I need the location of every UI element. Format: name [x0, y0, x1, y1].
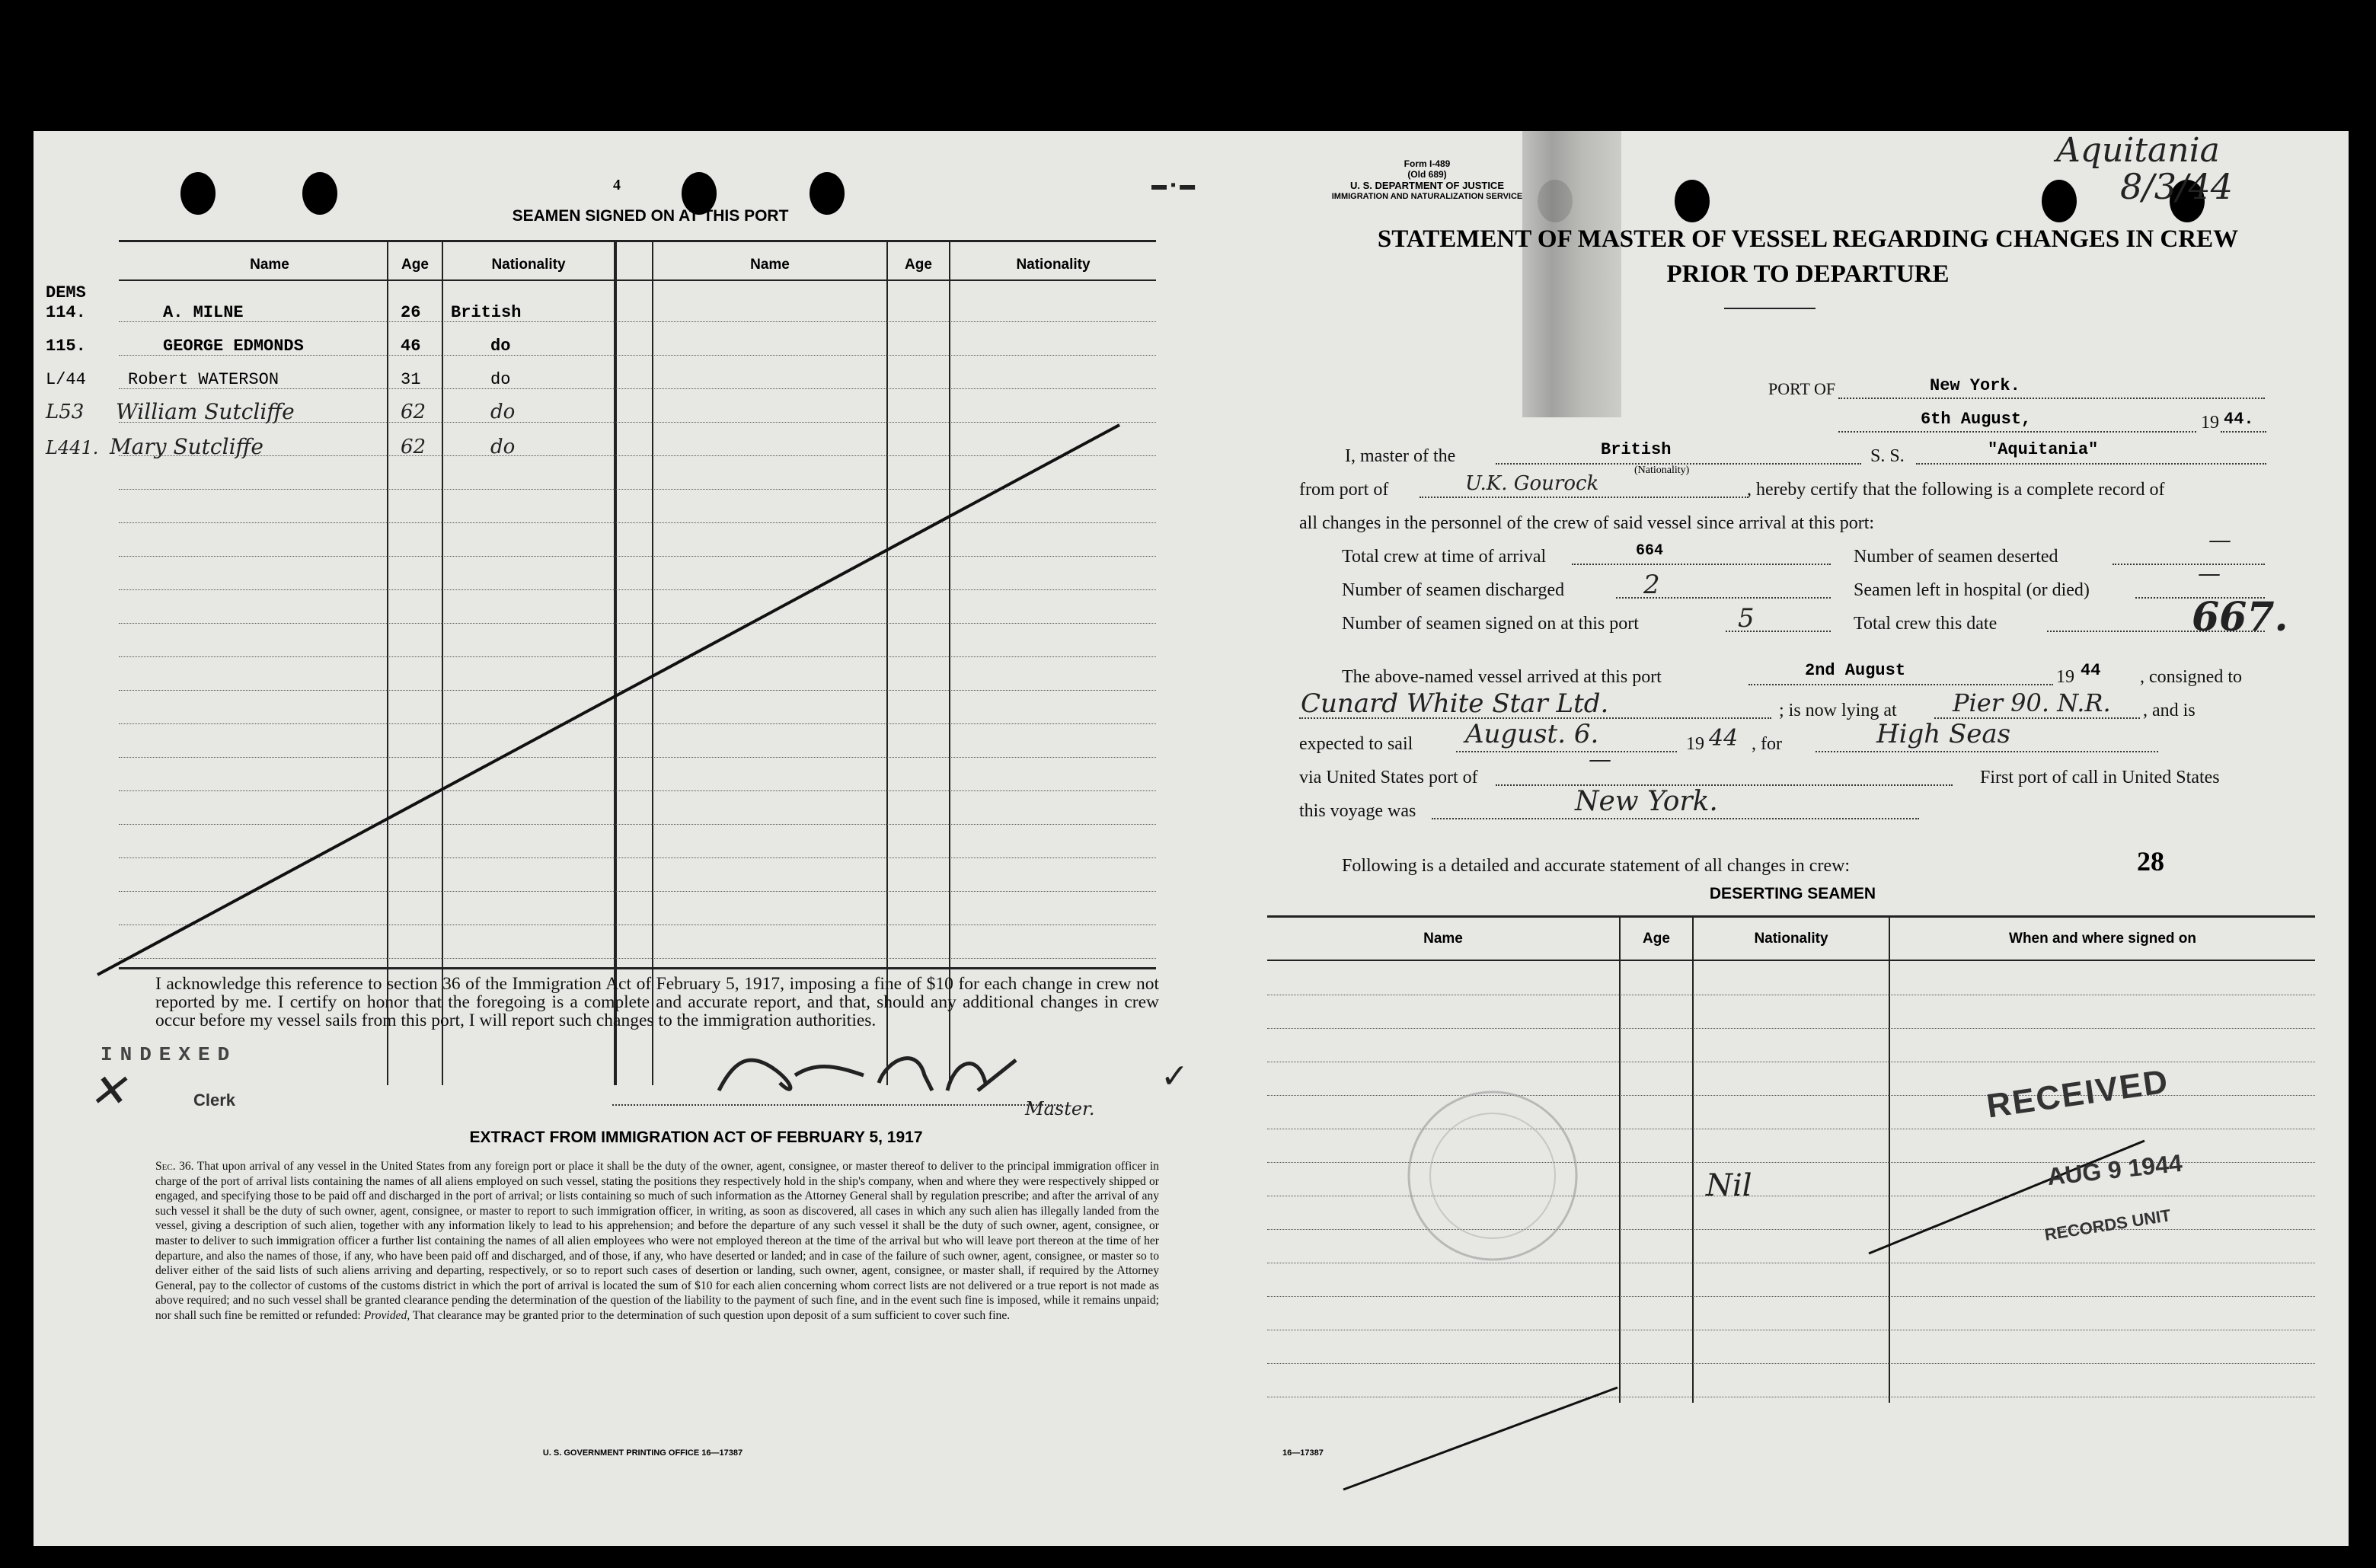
form-number: Form I-489	[1404, 158, 1451, 169]
master-signature	[688, 1045, 1024, 1113]
voyage-label: this voyage was	[1299, 801, 1416, 821]
via-label: via United States port of	[1299, 768, 1478, 787]
form-subtitle: PRIOR TO DEPARTURE	[1666, 260, 1950, 288]
prefix-label: DEMS	[46, 283, 86, 302]
column-header: Name	[250, 257, 289, 273]
column-header: Age	[401, 257, 429, 273]
nil-value: Nil	[1706, 1168, 1752, 1203]
row-nationality: do	[490, 337, 511, 356]
row-number: L/44	[46, 370, 86, 389]
records-unit-stamp: RECORDS UNIT	[2042, 1206, 2173, 1244]
row-number: 115.	[46, 337, 86, 356]
port-rule	[1838, 398, 2265, 399]
deserted-value: —	[2208, 527, 2231, 554]
check-mark: ✓	[1161, 1057, 1189, 1096]
port-label: PORT OF	[1768, 379, 1836, 398]
year-prefix: 19	[2201, 413, 2219, 433]
punch-hole	[1675, 180, 1710, 222]
form-title: STATEMENT OF MASTER OF VESSEL REGARDING CHANGES IN CREW	[1377, 225, 2239, 253]
deserted-rule	[2113, 564, 2265, 565]
left-printer-credit: U. S. GOVERNMENT PRINTING OFFICE 16—17387	[542, 1448, 743, 1458]
acknowledgement-text: I acknowledge this reference to section 36 of the Immigration Act of February 5, 1917, imposing a fine of $10 for each change in crew not reported by me. I certify on honor that the foregoing is a complete and accurate report, and that, should any additional changes in crew occur before my vessel sails from this port, I will report such changes to the immigration authorities.	[155, 974, 1159, 1030]
page-count: 28	[2137, 846, 2164, 877]
row-nationality: British	[451, 303, 522, 322]
row-name: A. MILNE	[163, 303, 244, 322]
certify-text: , hereby certify that the following is a complete record of	[1747, 480, 2165, 500]
row-age: 46	[401, 337, 421, 356]
deserting-top-rule	[1267, 915, 2315, 918]
page-number: 4	[613, 177, 621, 193]
lying-value: Pier 90. N.R.	[1953, 688, 2111, 717]
hospital-label: Seamen left in hospital (or died)	[1854, 580, 2090, 600]
from-port-label: from port of	[1299, 480, 1389, 500]
service: IMMIGRATION AND NATURALIZATION SERVICE	[1331, 192, 1523, 201]
clerk-label: Clerk	[193, 1091, 236, 1110]
discharged-value: 2	[1643, 570, 1660, 600]
section-36-text	[155, 1159, 1159, 1324]
total-crew-arrival-rule	[1572, 564, 1831, 565]
ship-rule	[1916, 463, 2266, 465]
port-value: New York.	[1930, 376, 2020, 395]
total-crew-arrival-value: 664	[1636, 542, 1664, 560]
faint-circular-stamp	[1394, 1077, 1607, 1267]
section-tail: That clearance may be granted prior to the determination of such question upon deposit of a sum sufficient to cover such fine.	[412, 1308, 1011, 1322]
left-page-title: SEAMEN SIGNED ON AT THIS PORT	[512, 207, 789, 225]
cancel-line	[34, 131, 1191, 1121]
from-port-rule	[1420, 497, 1748, 498]
row-number: 114.	[46, 303, 86, 322]
expected-value: August. 6.	[1465, 719, 1599, 749]
signed-on-value: 5	[1738, 603, 1755, 634]
extract-title: EXTRACT FROM IMMIGRATION ACT OF FEBRUARY 5, 1917	[469, 1129, 923, 1146]
deserting-column-header: Age	[1643, 931, 1670, 947]
row-age: 62	[401, 436, 426, 458]
changes-text: all changes in the personnel of the crew of said vessel since arrival at this port:	[1299, 513, 1875, 533]
voyage-rule	[1432, 818, 1919, 819]
arrived-year-prefix: 19	[2056, 667, 2074, 687]
date-rule	[1838, 431, 2196, 433]
row-number: L53	[46, 401, 85, 423]
column-header: Name	[750, 257, 790, 273]
ss-label: S. S.	[1870, 446, 1905, 466]
row-age: 26	[401, 303, 421, 322]
master-label: Master.	[1025, 1098, 1095, 1119]
row-nationality: do	[490, 401, 516, 423]
from-port-value: U.K. Gourock	[1465, 472, 1599, 495]
voyage-value: New York.	[1575, 786, 1718, 817]
nationality-caption: (Nationality)	[1634, 465, 1690, 476]
signed-on-label: Number of seamen signed on at this port	[1342, 614, 1639, 634]
clerk-initials: ✕	[88, 1065, 127, 1118]
row-name: GEORGE EDMONDS	[163, 337, 304, 356]
for-rule	[1816, 751, 2158, 752]
row-name: Mary Sutcliffe	[110, 434, 263, 459]
ornament: ▬ ▪ ▬	[1151, 177, 1196, 193]
and-is-label: , and is	[2143, 701, 2196, 720]
expected-rule	[1456, 751, 1677, 752]
title-underline	[1724, 308, 1816, 309]
arrived-value: 2nd August	[1805, 661, 1906, 680]
expected-year-value: 44	[1709, 725, 1739, 752]
total-crew-date-label: Total crew this date	[1854, 614, 1998, 634]
department: U. S. DEPARTMENT OF JUSTICE	[1350, 180, 1504, 191]
total-crew-arrival-label: Total crew at time of arrival	[1342, 547, 1547, 567]
consigned-label: , consigned to	[2140, 667, 2242, 687]
row-nationality: do	[490, 436, 516, 458]
row-name: Robert WATERSON	[128, 370, 279, 389]
year-value: 44.	[2224, 410, 2254, 429]
deserting-column-header: Nationality	[1754, 931, 1828, 947]
deserting-title: DESERTING SEAMEN	[1709, 885, 1876, 902]
deserting-column-header: When and where signed on	[2009, 931, 2196, 947]
following-text: Following is a detailed and accurate statement of all changes in crew:	[1342, 856, 1851, 876]
deserting-cancel-lines	[1252, 969, 2166, 1502]
handwritten-ship-name: Aquitania	[2056, 131, 2220, 170]
arrived-rule	[1748, 684, 2053, 685]
consignee-value: Cunard White Star Ltd.	[1301, 688, 1609, 719]
first-port-label: First port of call in United States	[1980, 768, 2220, 787]
hospital-value: —	[2198, 560, 2221, 587]
column-header: Nationality	[1016, 257, 1091, 273]
total-crew-date-value: 667.	[2192, 594, 2288, 640]
document-sheet	[34, 131, 2349, 1546]
expected-year-prefix: 19	[1686, 734, 1704, 754]
right-printer-credit: 16—17387	[1282, 1448, 1324, 1458]
discharged-label: Number of seamen discharged	[1342, 580, 1565, 600]
indexed-stamp: INDEXED	[101, 1043, 238, 1066]
deserting-header-rule	[1267, 960, 2315, 961]
for-label: , for	[1752, 734, 1782, 754]
column-header: Age	[905, 257, 932, 273]
lying-label: ; is now lying at	[1779, 701, 1897, 720]
row-nationality: do	[490, 370, 511, 389]
ship-value: "Aquitania"	[1988, 440, 2099, 459]
section-body: That upon arrival of any vessel in the United States from any foreign port or place it shall be the duty of the owner, agent, consignee, or master thereof to deliver to the principal immigration officer in charge of the port of arrival lists containing the names of all aliens employed on such vessel, stating the positions they respectively hold in the ship's company, when and where they were respectively shipped or engaged, and specifying those to be paid off and discharged in the port of arrival; or lists containing so much of such information as the Attorney General shall by regulation prescribe; and after the arrival of any such vessel it shall be the duty of such owner, agent, consignee, or master to report to such immigration officer, in writing, as soon as discovered, all cases in which any such alien has illegally landed from the vessel, giving a description of such alien, together with any information likely to lead to his apprehension; and before the departure of any such vessel it shall be the duty of such owner, agent, consignee, or master to deliver to such immigration officer a further list containing the names of all alien employees who were not employed thereon at the time of the arrival but who will leave port thereon at the time of her departure, and also the names of those, if any, who have been paid off and discharged, and of those, if any, who have deserted or landed; and in case of the failure of such owner, agent, consignee, or master so to deliver either of the said lists of such aliens arriving and departing, respectively, or so to report such cases of desertion or landing, such owner, agent, consignee, or master shall, if required by the Attorney General, pay to the collector of customs of the customs district in which the port of arrival is located the sum of $10 for each alien concerning whom correct lists are not delivered or a true report is not made as above required; and no such vessel shall be granted clearance pending the determination of the question of the liability to the payment of such fine, and in the event such fine is imposed, while it remains unpaid; nor shall such fine be remitted or refunded:	[155, 1160, 1159, 1322]
table-bottom-rule	[119, 967, 1156, 969]
form-old-number: (Old 689)	[1407, 169, 1447, 180]
for-value: High Seas	[1876, 719, 2011, 749]
deserted-label: Number of seamen deserted	[1854, 547, 2058, 567]
handwritten-date: 8/3/44	[2120, 166, 2234, 207]
row-age: 62	[401, 401, 426, 423]
punch-hole	[2042, 180, 2077, 222]
year-rule	[2221, 431, 2266, 433]
received-stamp: RECEIVED	[1984, 1062, 2172, 1126]
nationality-value: British	[1601, 440, 1672, 459]
expected-label: expected to sail	[1299, 734, 1413, 754]
row-number: L441.	[46, 437, 99, 458]
column-header: Nationality	[491, 257, 566, 273]
date-value: 6th August,	[1921, 410, 2032, 429]
arrived-year-value: 44	[2081, 661, 2101, 680]
section-label: Sec. 36.	[155, 1160, 194, 1173]
row-name: William Sutcliffe	[116, 399, 295, 424]
received-date-stamp: AUG 9 1944	[2045, 1148, 2184, 1191]
deserting-column-header: Name	[1423, 931, 1463, 947]
via-rule	[1496, 784, 1953, 786]
arrived-label: The above-named vessel arrived at this port	[1342, 667, 1662, 687]
via-value: —	[1589, 746, 1611, 773]
section-provided: Provided,	[363, 1308, 410, 1322]
master-signature-line	[612, 1104, 1062, 1106]
row-age: 31	[401, 370, 421, 389]
master-of-label: I, master of the	[1345, 446, 1456, 466]
